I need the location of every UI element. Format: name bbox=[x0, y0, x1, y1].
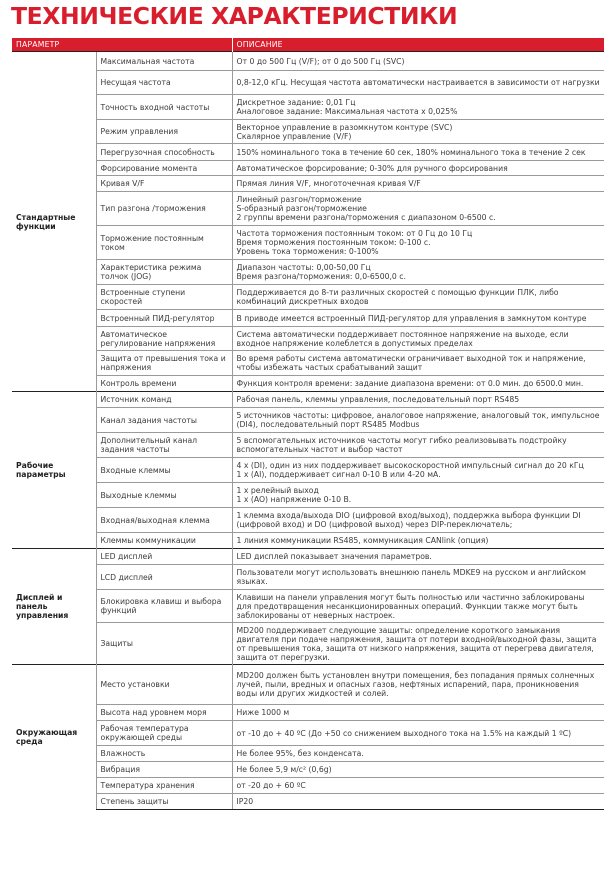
parameter-name: Несущая частота bbox=[96, 71, 232, 95]
parameter-name: Влажность bbox=[96, 746, 232, 762]
table-row bbox=[12, 408, 604, 433]
parameter-description: MD200 поддерживает следующие защиты: определение короткого замыкания двигателя при подаче напряжения, защита от потери входной/выходной фазы, защита от превышения тока, защита от низкого напряжения, защита от перегрева двигателя, защита от перегрузки. bbox=[232, 623, 604, 665]
parameter-description: Прямая линия V/F, многоточечная кривая V/F bbox=[232, 176, 604, 192]
parameter-description: IP20 bbox=[232, 794, 604, 810]
parameter-name: Контроль времени bbox=[96, 376, 232, 392]
table-row bbox=[12, 161, 604, 176]
parameter-name: Выходные клеммы bbox=[96, 483, 232, 508]
parameter-description: Автоматическое форсирование; 0-30% для ручного форсирования bbox=[232, 161, 604, 176]
table-row bbox=[12, 260, 604, 285]
table-row bbox=[12, 144, 604, 161]
parameter-description: 0,8-12,0 кГц. Несущая частота автоматически настраивается в зависимости от нагрузки bbox=[232, 71, 604, 95]
table-header-row bbox=[12, 38, 604, 52]
table-row bbox=[12, 623, 604, 665]
table-row bbox=[12, 483, 604, 508]
parameter-name: Торможение постоянным током bbox=[96, 226, 232, 260]
parameter-description: Рабочая панель, клеммы управления, последовательный порт RS485 bbox=[232, 392, 604, 408]
parameter-name: Кривая V/F bbox=[96, 176, 232, 192]
parameter-description: Во время работы система автоматически ограничивает выходной ток и напряжение, чтобы избежать частых срабатываний защит bbox=[232, 351, 604, 376]
table-row bbox=[12, 590, 604, 623]
parameter-name: Клеммы коммуникации bbox=[96, 533, 232, 549]
parameter-description: Дискретное задание: 0,01 Гц Аналоговое задание: Максимальная частота х 0,025% bbox=[232, 95, 604, 120]
parameter-name: Максимальная частота bbox=[96, 52, 232, 71]
column-header-parameter: ПАРАМЕТР bbox=[12, 38, 232, 52]
parameter-description: Не более 5,9 м/с² (0,6g) bbox=[232, 762, 604, 778]
table-row bbox=[12, 721, 604, 746]
parameter-description: Частота торможения постоянным током: от 0 Гц до 10 Гц Время торможения постоянным током: 0-100 с. Уровень тока торможения: 0-100% bbox=[232, 226, 604, 260]
parameter-description: Клавиши на панели управления могут быть полностью или частично заблокированы для предотвращения несанкционированных операций. Функции также могут быть заблокированы от неверных настроек. bbox=[232, 590, 604, 623]
parameter-description: Система автоматически поддерживает постоянное напряжение на выходе, если входное напряжение колеблется в допустимых пределах bbox=[232, 327, 604, 351]
table-row bbox=[12, 95, 604, 120]
table-row bbox=[12, 508, 604, 533]
parameter-description: 5 источников частоты: цифровое, аналоговое напряжение, аналоговый ток, импульсное (DI4), последовательный порт RS485 Modbus bbox=[232, 408, 604, 433]
parameter-name: Канал задания частоты bbox=[96, 408, 232, 433]
parameter-name: Встроенный ПИД-регулятор bbox=[96, 310, 232, 327]
parameter-description: 1 х релейный выход 1 х (AO) напряжение 0-10 В. bbox=[232, 483, 604, 508]
parameter-name: Температура хранения bbox=[96, 778, 232, 794]
parameter-description: 4 х (DI), один из них поддерживает высокоскоростной импульсный сигнал до 20 кГц 1 х (AI), поддерживает сигнал 0-10 В или 4-20 мА. bbox=[232, 458, 604, 483]
parameter-name: Характеристика режима толчок (JOG) bbox=[96, 260, 232, 285]
table-row bbox=[12, 565, 604, 590]
parameter-description: LED дисплей показывает значения параметров. bbox=[232, 549, 604, 565]
parameter-description: От 0 до 500 Гц (V/F); от 0 до 500 Гц (SVC) bbox=[232, 52, 604, 71]
parameter-name: Точность входной частоты bbox=[96, 95, 232, 120]
table-row bbox=[12, 310, 604, 327]
parameter-name: Защиты bbox=[96, 623, 232, 665]
table-row bbox=[12, 226, 604, 260]
parameter-description: Линейный разгон/торможение S-образный разгон/торможение 2 группы времени разгона/торможения с диапазоном 0-6500 с. bbox=[232, 192, 604, 226]
parameter-name: Защита от превышения тока и напряжения bbox=[96, 351, 232, 376]
group-label: Окружающая среда bbox=[12, 665, 96, 810]
parameter-description: Диапазон частоты: 0,00-50,00 Гц Время разгона/торможения: 0,0-6500,0 с. bbox=[232, 260, 604, 285]
table-row bbox=[12, 120, 604, 144]
parameter-description: Поддерживается до 8-ти различных скоростей с помощью функции ПЛК, либо комбинаций дискретных входов bbox=[232, 285, 604, 310]
group-label: Рабочие параметры bbox=[12, 392, 96, 549]
table-row bbox=[12, 192, 604, 226]
group-label: Дисплей и панель управления bbox=[12, 549, 96, 665]
parameter-name: Встроенные ступени скоростей bbox=[96, 285, 232, 310]
table-body bbox=[12, 52, 604, 810]
parameter-name: Автоматическое регулирование напряжения bbox=[96, 327, 232, 351]
parameter-name: Степень защиты bbox=[96, 794, 232, 810]
table-row bbox=[12, 52, 604, 71]
table-row bbox=[12, 746, 604, 762]
table-row bbox=[12, 665, 604, 705]
parameter-name: LED дисплей bbox=[96, 549, 232, 565]
column-header-description: ОПИСАНИЕ bbox=[232, 38, 604, 52]
table-row bbox=[12, 794, 604, 810]
table-row bbox=[12, 705, 604, 721]
parameter-name: Тип разгона /торможения bbox=[96, 192, 232, 226]
table-row bbox=[12, 351, 604, 376]
parameter-description: Векторное управление в разомкнутом контуре (SVC) Скалярное управление (V/F) bbox=[232, 120, 604, 144]
parameter-name: Вибрация bbox=[96, 762, 232, 778]
parameter-name: Блокировка клавиш и выбора функций bbox=[96, 590, 232, 623]
parameter-description: от -10 до + 40 ºС (До +50 со снижением выходного тока на 1.5% на каждый 1 ºС) bbox=[232, 721, 604, 746]
parameter-description: Ниже 1000 м bbox=[232, 705, 604, 721]
parameter-name: LCD дисплей bbox=[96, 565, 232, 590]
page-title: ТЕХНИЧЕСКИЕ ХАРАКТЕРИСТИКИ bbox=[11, 2, 458, 30]
parameter-description: MD200 должен быть установлен внутри помещения, без попадания прямых солнечных лучей, пыли, вредных и опасных газов, нефтяных испарений, пара, проникновения воды или других жидкостей и солей. bbox=[232, 665, 604, 705]
parameter-name: Высота над уровнем моря bbox=[96, 705, 232, 721]
parameter-description: Пользователи могут использовать внешнюю панель MDKE9 на русском и английском языках. bbox=[232, 565, 604, 590]
parameter-description: от -20 до + 60 ºС bbox=[232, 778, 604, 794]
parameter-description: В приводе имеется встроенный ПИД-регулятор для управления в замкнутом контуре bbox=[232, 310, 604, 327]
table-row bbox=[12, 549, 604, 565]
parameter-name: Источник команд bbox=[96, 392, 232, 408]
parameter-description: 1 клемма входа/выхода DIO (цифровой вход/выход), поддержка выбора функции DI (цифровой вход) и DO (цифровой выход) через DIP-переключатель; bbox=[232, 508, 604, 533]
parameter-name: Режим управления bbox=[96, 120, 232, 144]
parameter-description: Не более 95%, без конденсата. bbox=[232, 746, 604, 762]
table-row bbox=[12, 392, 604, 408]
table-row bbox=[12, 778, 604, 794]
table-row bbox=[12, 376, 604, 392]
parameter-name: Место установки bbox=[96, 665, 232, 705]
parameter-description: 5 вспомогательных источников частоты могут гибко реализовывать подстройку вспомогательных частот и выбор частот bbox=[232, 433, 604, 458]
parameter-name: Дополнительный канал задания частоты bbox=[96, 433, 232, 458]
table-row bbox=[12, 762, 604, 778]
table-row bbox=[12, 285, 604, 310]
parameter-name: Форсирование момента bbox=[96, 161, 232, 176]
parameter-name: Рабочая температура окружающей среды bbox=[96, 721, 232, 746]
table-row bbox=[12, 433, 604, 458]
table-row bbox=[12, 327, 604, 351]
parameter-name: Входная/выходная клемма bbox=[96, 508, 232, 533]
table-row bbox=[12, 533, 604, 549]
table-row bbox=[12, 176, 604, 192]
parameter-description: 1 линия коммуникации RS485, коммуникация CANlink (опция) bbox=[232, 533, 604, 549]
table-row bbox=[12, 458, 604, 483]
table-row bbox=[12, 71, 604, 95]
parameter-description: 150% номинального тока в течение 60 сек, 180% номинального тока в течение 2 сек bbox=[232, 144, 604, 161]
parameter-name: Входные клеммы bbox=[96, 458, 232, 483]
group-label: Стандартные функции bbox=[12, 52, 96, 392]
parameter-description: Функция контроля времени: задание диапазона времени: от 0.0 мин. до 6500.0 мин. bbox=[232, 376, 604, 392]
parameter-name: Перегрузочная способность bbox=[96, 144, 232, 161]
specifications-table bbox=[12, 38, 604, 810]
